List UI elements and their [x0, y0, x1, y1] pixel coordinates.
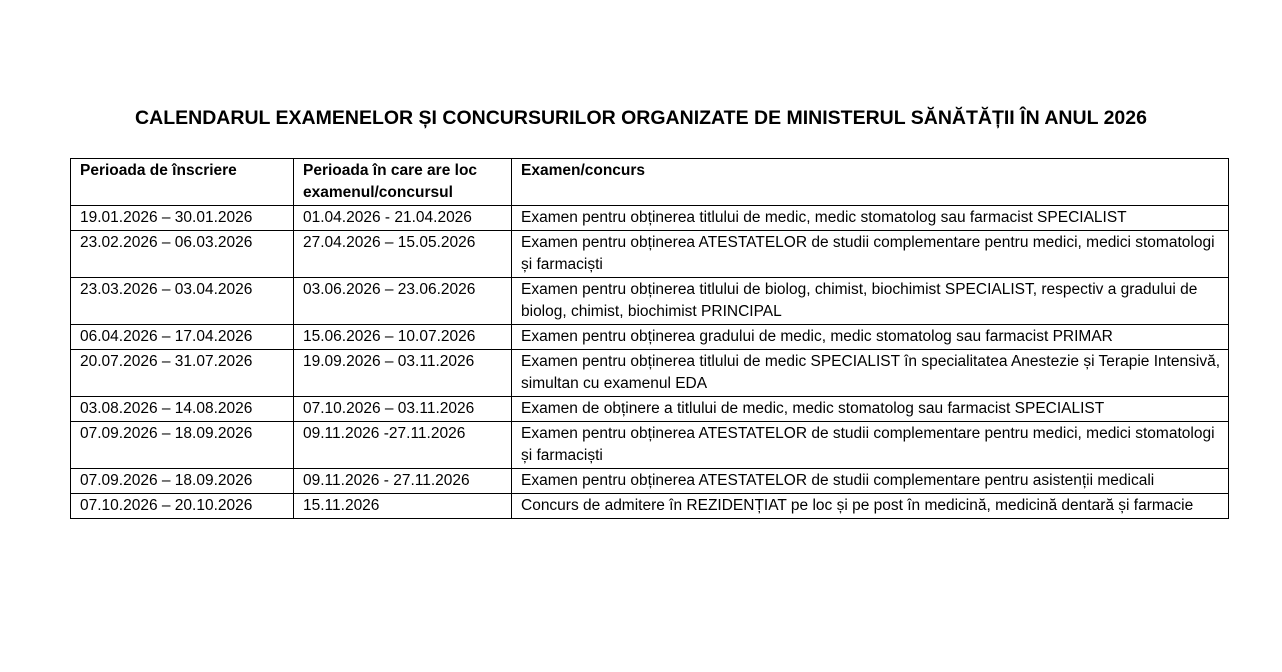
cell-perioada-examen: 15.11.2026	[294, 494, 512, 519]
cell-perioada-examen: 03.06.2026 – 23.06.2026	[294, 278, 512, 325]
table-row	[71, 231, 1229, 278]
cell-perioada-examen: 15.06.2026 – 10.07.2026	[294, 325, 512, 350]
cell-perioada-examen: 19.09.2026 – 03.11.2026	[294, 350, 512, 397]
column-header-examen-concurs: Examen/concurs	[512, 159, 1229, 206]
table-row	[71, 397, 1229, 422]
cell-perioada-examen: 09.11.2026 -27.11.2026	[294, 422, 512, 469]
cell-perioada-inscriere: 19.01.2026 – 30.01.2026	[71, 206, 294, 231]
page-title: CALENDARUL EXAMENELOR ȘI CONCURSURILOR ORGANIZATE DE MINISTERUL SĂNĂTĂȚII ÎN ANUL 2026	[135, 107, 1147, 129]
cell-examen-concurs: Examen pentru obținerea ATESTATELOR de studii complementare pentru medici, medici stomatologi și farmaciști	[512, 231, 1229, 278]
cell-perioada-examen: 27.04.2026 – 15.05.2026	[294, 231, 512, 278]
cell-examen-concurs: Examen pentru obținerea titlului de biolog, chimist, biochimist SPECIALIST, respectiv a gradului de biolog, chimist, biochimist PRINCIPAL	[512, 278, 1229, 325]
cell-perioada-examen: 09.11.2026 - 27.11.2026	[294, 469, 512, 494]
cell-perioada-inscriere: 03.08.2026 – 14.08.2026	[71, 397, 294, 422]
cell-examen-concurs: Examen pentru obținerea titlului de medic SPECIALIST în specialitatea Anestezie și Terapie Intensivă, simultan cu examenul EDA	[512, 350, 1229, 397]
cell-examen-concurs: Examen pentru obținerea gradului de medic, medic stomatolog sau farmacist PRIMAR	[512, 325, 1229, 350]
cell-examen-concurs: Examen pentru obținerea ATESTATELOR de studii complementare pentru asistenții medicali	[512, 469, 1229, 494]
header-row	[71, 159, 1229, 206]
cell-perioada-inscriere: 06.04.2026 – 17.04.2026	[71, 325, 294, 350]
column-header-perioada-inscriere: Perioada de înscriere	[71, 159, 294, 206]
cell-examen-concurs: Examen de obținere a titlului de medic, medic stomatolog sau farmacist SPECIALIST	[512, 397, 1229, 422]
cell-perioada-inscriere: 07.10.2026 – 20.10.2026	[71, 494, 294, 519]
cell-examen-concurs: Examen pentru obținerea titlului de medic, medic stomatolog sau farmacist SPECIALIST	[512, 206, 1229, 231]
cell-perioada-inscriere: 23.03.2026 – 03.04.2026	[71, 278, 294, 325]
table-header	[71, 159, 1229, 206]
cell-perioada-examen: 07.10.2026 – 03.11.2026	[294, 397, 512, 422]
cell-perioada-inscriere: 20.07.2026 – 31.07.2026	[71, 350, 294, 397]
table-row	[71, 350, 1229, 397]
cell-perioada-inscriere: 23.02.2026 – 06.03.2026	[71, 231, 294, 278]
cell-perioada-inscriere: 07.09.2026 – 18.09.2026	[71, 469, 294, 494]
cell-examen-concurs: Examen pentru obținerea ATESTATELOR de studii complementare pentru medici, medici stomatologi și farmaciști	[512, 422, 1229, 469]
table-row	[71, 494, 1229, 519]
column-header-perioada-examen: Perioada în care are loc examenul/concursul	[294, 159, 512, 206]
exam-calendar-table	[70, 158, 1229, 519]
table-row	[71, 278, 1229, 325]
cell-perioada-examen: 01.04.2026 - 21.04.2026	[294, 206, 512, 231]
cell-examen-concurs: Concurs de admitere în REZIDENȚIAT pe loc și pe post în medicină, medicină dentară și farmacie	[512, 494, 1229, 519]
table-body	[71, 206, 1229, 519]
cell-perioada-inscriere: 07.09.2026 – 18.09.2026	[71, 422, 294, 469]
table-row	[71, 206, 1229, 231]
table-row	[71, 469, 1229, 494]
table-row	[71, 422, 1229, 469]
table-row	[71, 325, 1229, 350]
